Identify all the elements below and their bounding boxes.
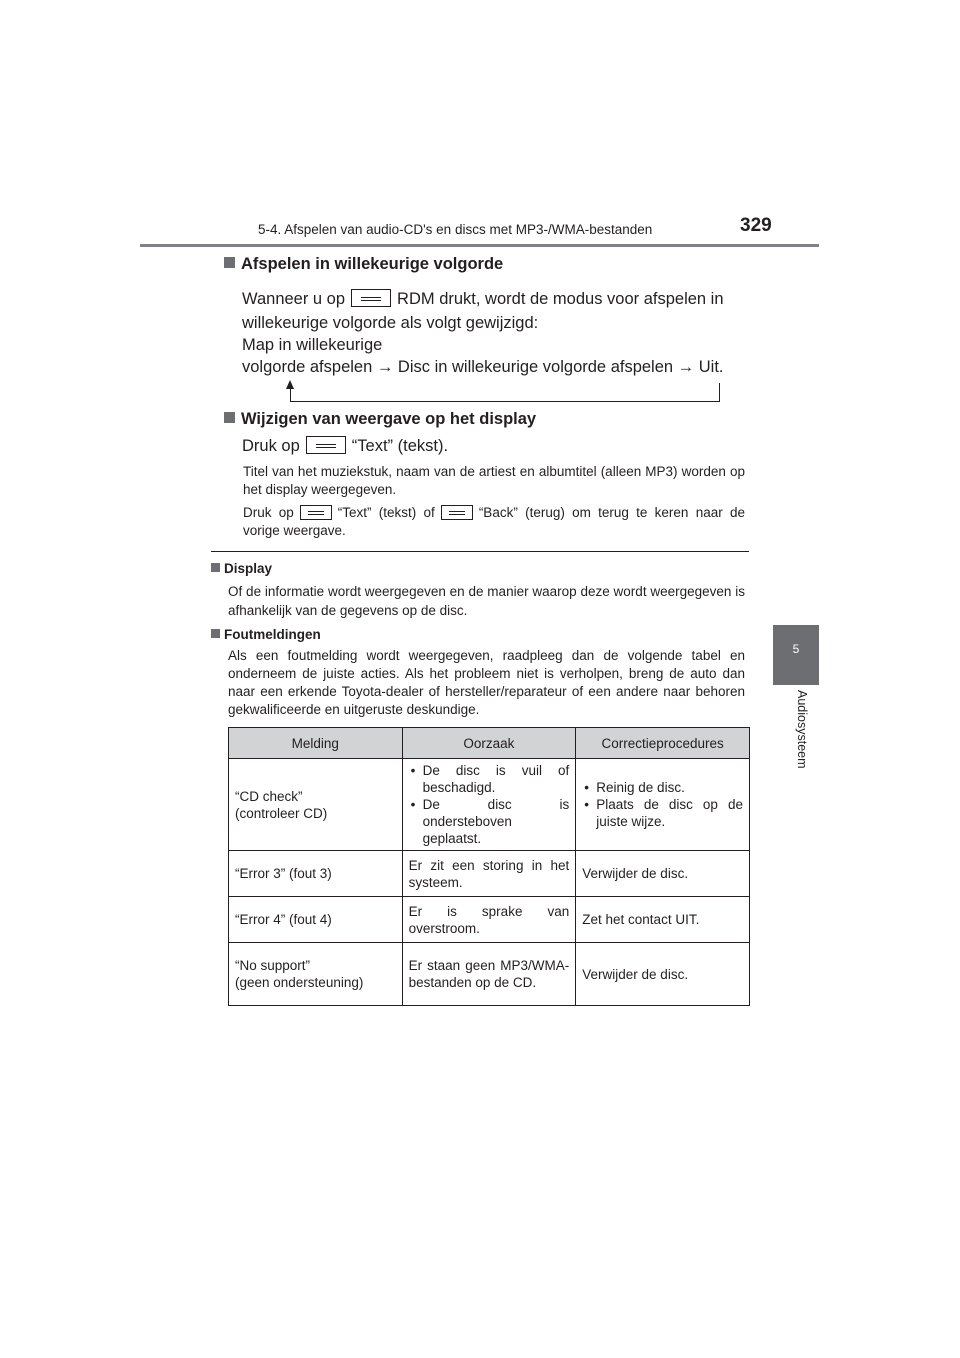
- chapter-tab: [773, 625, 819, 685]
- table-header-cell: Correctieprocedures: [576, 728, 750, 759]
- cause-cell: • De disc is vuil of beschadigd. • De disc is ondersteboven geplaatst.: [402, 759, 576, 851]
- note-errors-text: Als een foutmelding wordt weergegeven, raadpleeg dan de volgende tabel en onderneem de juiste acties. Als het probleem niet is verholpen, breng de auto dan naar een erkende Toyota-dealer of hersteller/reparateur of een andere naar behoren gekwalificeerde en uitgeruste deskundige.: [228, 648, 745, 717]
- note-errors-heading: Foutmeldingen: [211, 627, 321, 642]
- fix-cell: • Reinig de disc. • Plaats de disc op de juiste wijze.: [576, 759, 750, 851]
- message-cell: “No support” (geen ondersteuning): [229, 943, 403, 1006]
- table-header-cell: Oorzaak: [402, 728, 576, 759]
- random-line-3: Map in willekeurige: [242, 336, 383, 354]
- table-row: [229, 851, 750, 897]
- table-header-cell: Melding: [229, 728, 403, 759]
- preset-button-icon: [300, 505, 332, 520]
- chapter-label: Audiosysteem: [795, 690, 809, 769]
- fix-cell: Verwijder de disc.: [576, 851, 750, 897]
- table-row: [229, 759, 750, 851]
- section-title: 5-4. Afspelen van audio-CD's en discs met MP3-/WMA-bestanden: [258, 222, 653, 237]
- header-rule: [140, 244, 819, 247]
- square-bullet-icon: [211, 563, 220, 572]
- square-bullet-icon: [211, 629, 220, 638]
- random-line-2: willekeurige volgorde als volgt gewijzigd:: [242, 314, 539, 332]
- note-display-text: Of de informatie wordt weergegeven en de manier waarop deze wordt weergegeven is afhankelijk van de gegevens op de disc.: [228, 584, 745, 618]
- error-table: [228, 727, 750, 1006]
- fix-cell: Zet het contact UIT.: [576, 897, 750, 943]
- message-cell: “Error 3” (fout 3): [229, 851, 403, 897]
- cause-cell: Er zit een storing in het systeem.: [402, 851, 576, 897]
- display-heading: Wijzigen van weergave op het display: [224, 410, 536, 429]
- table-row: [229, 897, 750, 943]
- display-back-line: Druk op “Text” (tekst) of “Back” (terug) om terug te keren naar de vorige weergave.: [243, 505, 745, 538]
- square-bullet-icon: [224, 412, 235, 423]
- table-row: [229, 943, 750, 1006]
- message-cell: “Error 4” (fout 4): [229, 897, 403, 943]
- page-number: 329: [740, 215, 772, 236]
- preset-button-icon: [306, 436, 346, 454]
- notes-divider: [211, 551, 749, 552]
- preset-button-icon: [441, 505, 473, 520]
- message-cell: “CD check” (controleer CD): [229, 759, 403, 851]
- square-bullet-icon: [224, 257, 235, 268]
- chapter-number: 5: [792, 642, 800, 656]
- table-header-row: [229, 728, 750, 759]
- note-display-heading: Display: [211, 561, 272, 576]
- random-line-4: volgorde afspelen → Disc in willekeurige volgorde afspelen → Uit.: [242, 358, 724, 376]
- cause-cell: Er is sprake van overstroom.: [402, 897, 576, 943]
- random-heading: Afspelen in willekeurige volgorde: [224, 255, 503, 274]
- random-line-1: Wanneer u op RDM drukt, wordt de modus voor afspelen in: [242, 290, 724, 308]
- cause-cell: Er staan geen MP3/WMA-bestanden op de CD.: [402, 943, 576, 1006]
- fix-cell: Verwijder de disc.: [576, 943, 750, 1006]
- display-info: Titel van het muziekstuk, naam van de artiest en albumtitel (alleen MP3) worden op het display weergegeven.: [243, 464, 745, 497]
- display-press-line: Druk op “Text” (tekst).: [242, 437, 449, 455]
- preset-button-icon: [351, 289, 391, 307]
